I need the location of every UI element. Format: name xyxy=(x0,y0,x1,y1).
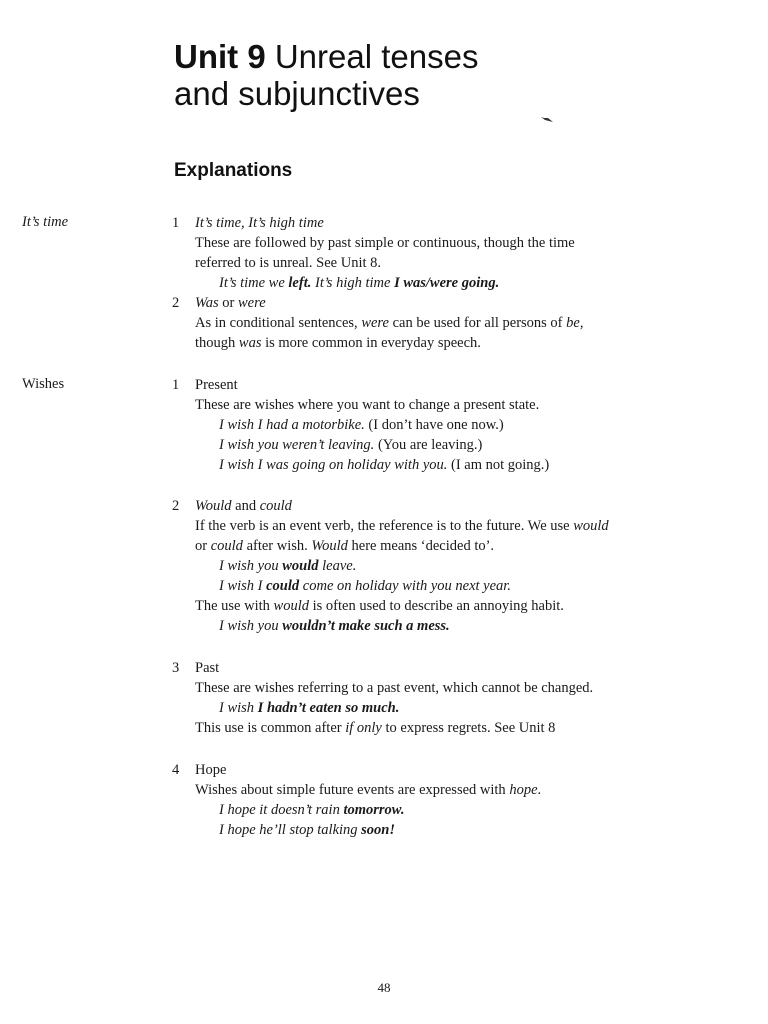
body-line: referred to is unreal. See Unit 8. xyxy=(195,255,382,271)
item-title: Hope xyxy=(195,762,227,778)
body-line: These are wishes referring to a past event, which cannot be changed. xyxy=(195,680,594,696)
item-title: Was or were xyxy=(195,295,266,311)
example-line: I wish I was going on holiday with you. (I am not going.) xyxy=(219,457,550,473)
section-heading: Explanations xyxy=(174,160,293,181)
body-line: As in conditional sentences, were can be used for all persons of be, xyxy=(195,315,584,331)
ink-speck-mark xyxy=(540,115,554,123)
item-number: 3 xyxy=(172,660,180,676)
example-line: I hope it doesn’t rain tomorrow. xyxy=(219,802,405,818)
body-line: Wishes about simple future events are expressed with hope. xyxy=(195,782,542,798)
item-number: 1 xyxy=(172,215,180,231)
example-line: I wish you would leave. xyxy=(219,558,357,574)
body-line: This use is common after if only to express regrets. See Unit 8 xyxy=(195,720,556,736)
example-line: I wish I hadn’t eaten so much. xyxy=(219,700,400,716)
body-line: The use with would is often used to describe an annoying habit. xyxy=(195,598,564,614)
item-number: 2 xyxy=(172,498,180,514)
example-line: I hope he’ll stop talking soon! xyxy=(219,822,396,838)
item-number: 1 xyxy=(172,377,180,393)
example-line: I wish you weren’t leaving. (You are leaving.) xyxy=(219,437,483,453)
example-line: I wish you wouldn’t make such a mess. xyxy=(219,618,450,634)
item-number: 4 xyxy=(172,762,180,778)
item-title: Past xyxy=(195,660,220,676)
item-number: 2 xyxy=(172,295,180,311)
body-line: These are wishes where you want to change a present state. xyxy=(195,397,540,413)
body-line: If the verb is an event verb, the reference is to the future. We use would xyxy=(195,518,609,534)
example-line: It’s time we left. It’s high time I was/were going. xyxy=(219,275,500,291)
example-line: I wish I had a motorbike. (I don’t have one now.) xyxy=(219,417,504,433)
title-part: Unreal tenses xyxy=(265,38,479,75)
side-label-its-time: It’s time xyxy=(22,214,69,230)
item-title: It’s time, It’s high time xyxy=(195,215,324,231)
side-label-wishes: Wishes xyxy=(22,376,65,392)
item-title: Present xyxy=(195,377,238,393)
title-line-2: and subjunctives xyxy=(174,75,420,112)
body-line: though was is more common in everyday speech. xyxy=(195,335,481,351)
example-line: I wish I could come on holiday with you next year. xyxy=(219,578,511,594)
body-line: These are followed by past simple or continuous, though the time xyxy=(195,235,575,251)
body-line: or could after wish. Would here means ‘decided to’. xyxy=(195,538,495,554)
page-number: 48 xyxy=(377,980,391,995)
item-title: Would and could xyxy=(195,498,292,514)
unit-number: Unit 9 xyxy=(174,38,266,75)
page-title xyxy=(174,38,694,112)
